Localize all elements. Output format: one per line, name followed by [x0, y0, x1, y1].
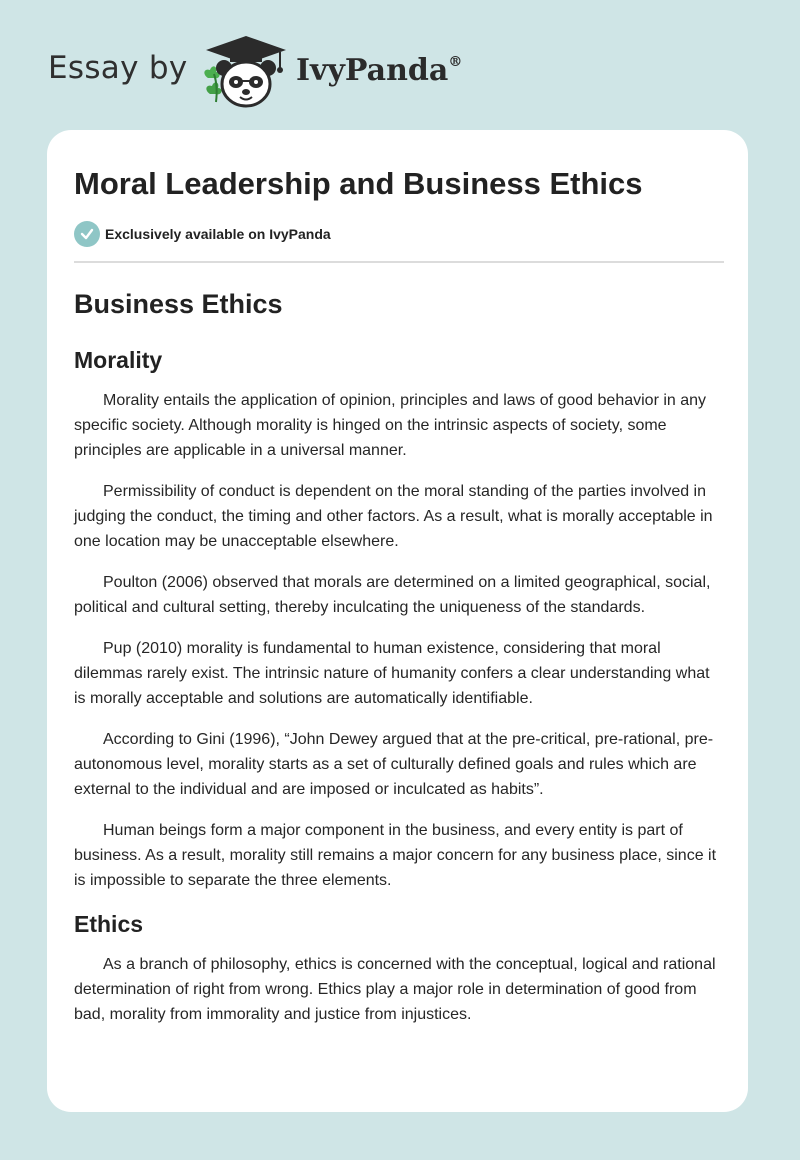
title-divider: [74, 261, 724, 263]
paragraph: According to Gini (1996), “John Dewey argued that at the pre-critical, pre-rational, pre-autonomous level, morality starts as a set of culturally defined goals and rules which are external to the individual and are imposed or inculcated as habits”.: [74, 731, 714, 798]
paragraph: Pup (2010) morality is fundamental to human existence, considering that moral dilemmas rarely exist. The intrinsic nature of humanity confers a clear understanding what is morally acceptable and solutions are automatically identifiable.: [74, 640, 710, 707]
paragraph: Poulton (2006) observed that morals are determined on a limited geographical, social, political and cultural setting, thereby inculcating the uniqueness of the standards.: [74, 574, 711, 616]
essay-by-label: Essay by: [48, 50, 188, 86]
site-header: [0, 0, 800, 130]
brand-name-text: IvyPanda: [296, 53, 449, 88]
exclusive-badge: [74, 221, 724, 247]
paragraph: Human beings form a major component in the business, and every entity is part of business. As a result, morality still remains a major concern for any business place, since it is impossible to separate the three elements.: [74, 822, 717, 889]
registered-mark: ®: [448, 54, 463, 70]
paragraph: Morality entails the application of opinion, principles and laws of good behavior in any specific society. Although morality is hinged on the intrinsic aspects of society, some principles are applicable in a universal manner.: [74, 392, 707, 459]
section-title: Business Ethics: [74, 289, 283, 319]
essay-card: [47, 130, 748, 1112]
check-circle-icon: [74, 221, 100, 247]
essay-content: [74, 164, 724, 1027]
subsection-title-ethics: Ethics: [74, 911, 144, 937]
exclusive-badge-text: Exclusively available on IvyPanda: [105, 226, 331, 242]
essay-title: Moral Leadership and Business Ethics: [74, 166, 643, 201]
brand-name: [296, 53, 462, 88]
paragraph: Permissibility of conduct is dependent on the moral standing of the parties involved in judging the conduct, the timing and other factors. As a result, what is morally acceptable in one location may be unacceptable elsewhere.: [74, 483, 713, 550]
subsection-title-morality: Morality: [74, 347, 163, 373]
paragraph: As a branch of philosophy, ethics is concerned with the conceptual, logical and rational determination of right from wrong. Ethics play a major role in determination of good from bad, morality from immorality and justice from injustices.: [74, 956, 716, 1023]
panda-graduate-icon: [200, 34, 292, 110]
